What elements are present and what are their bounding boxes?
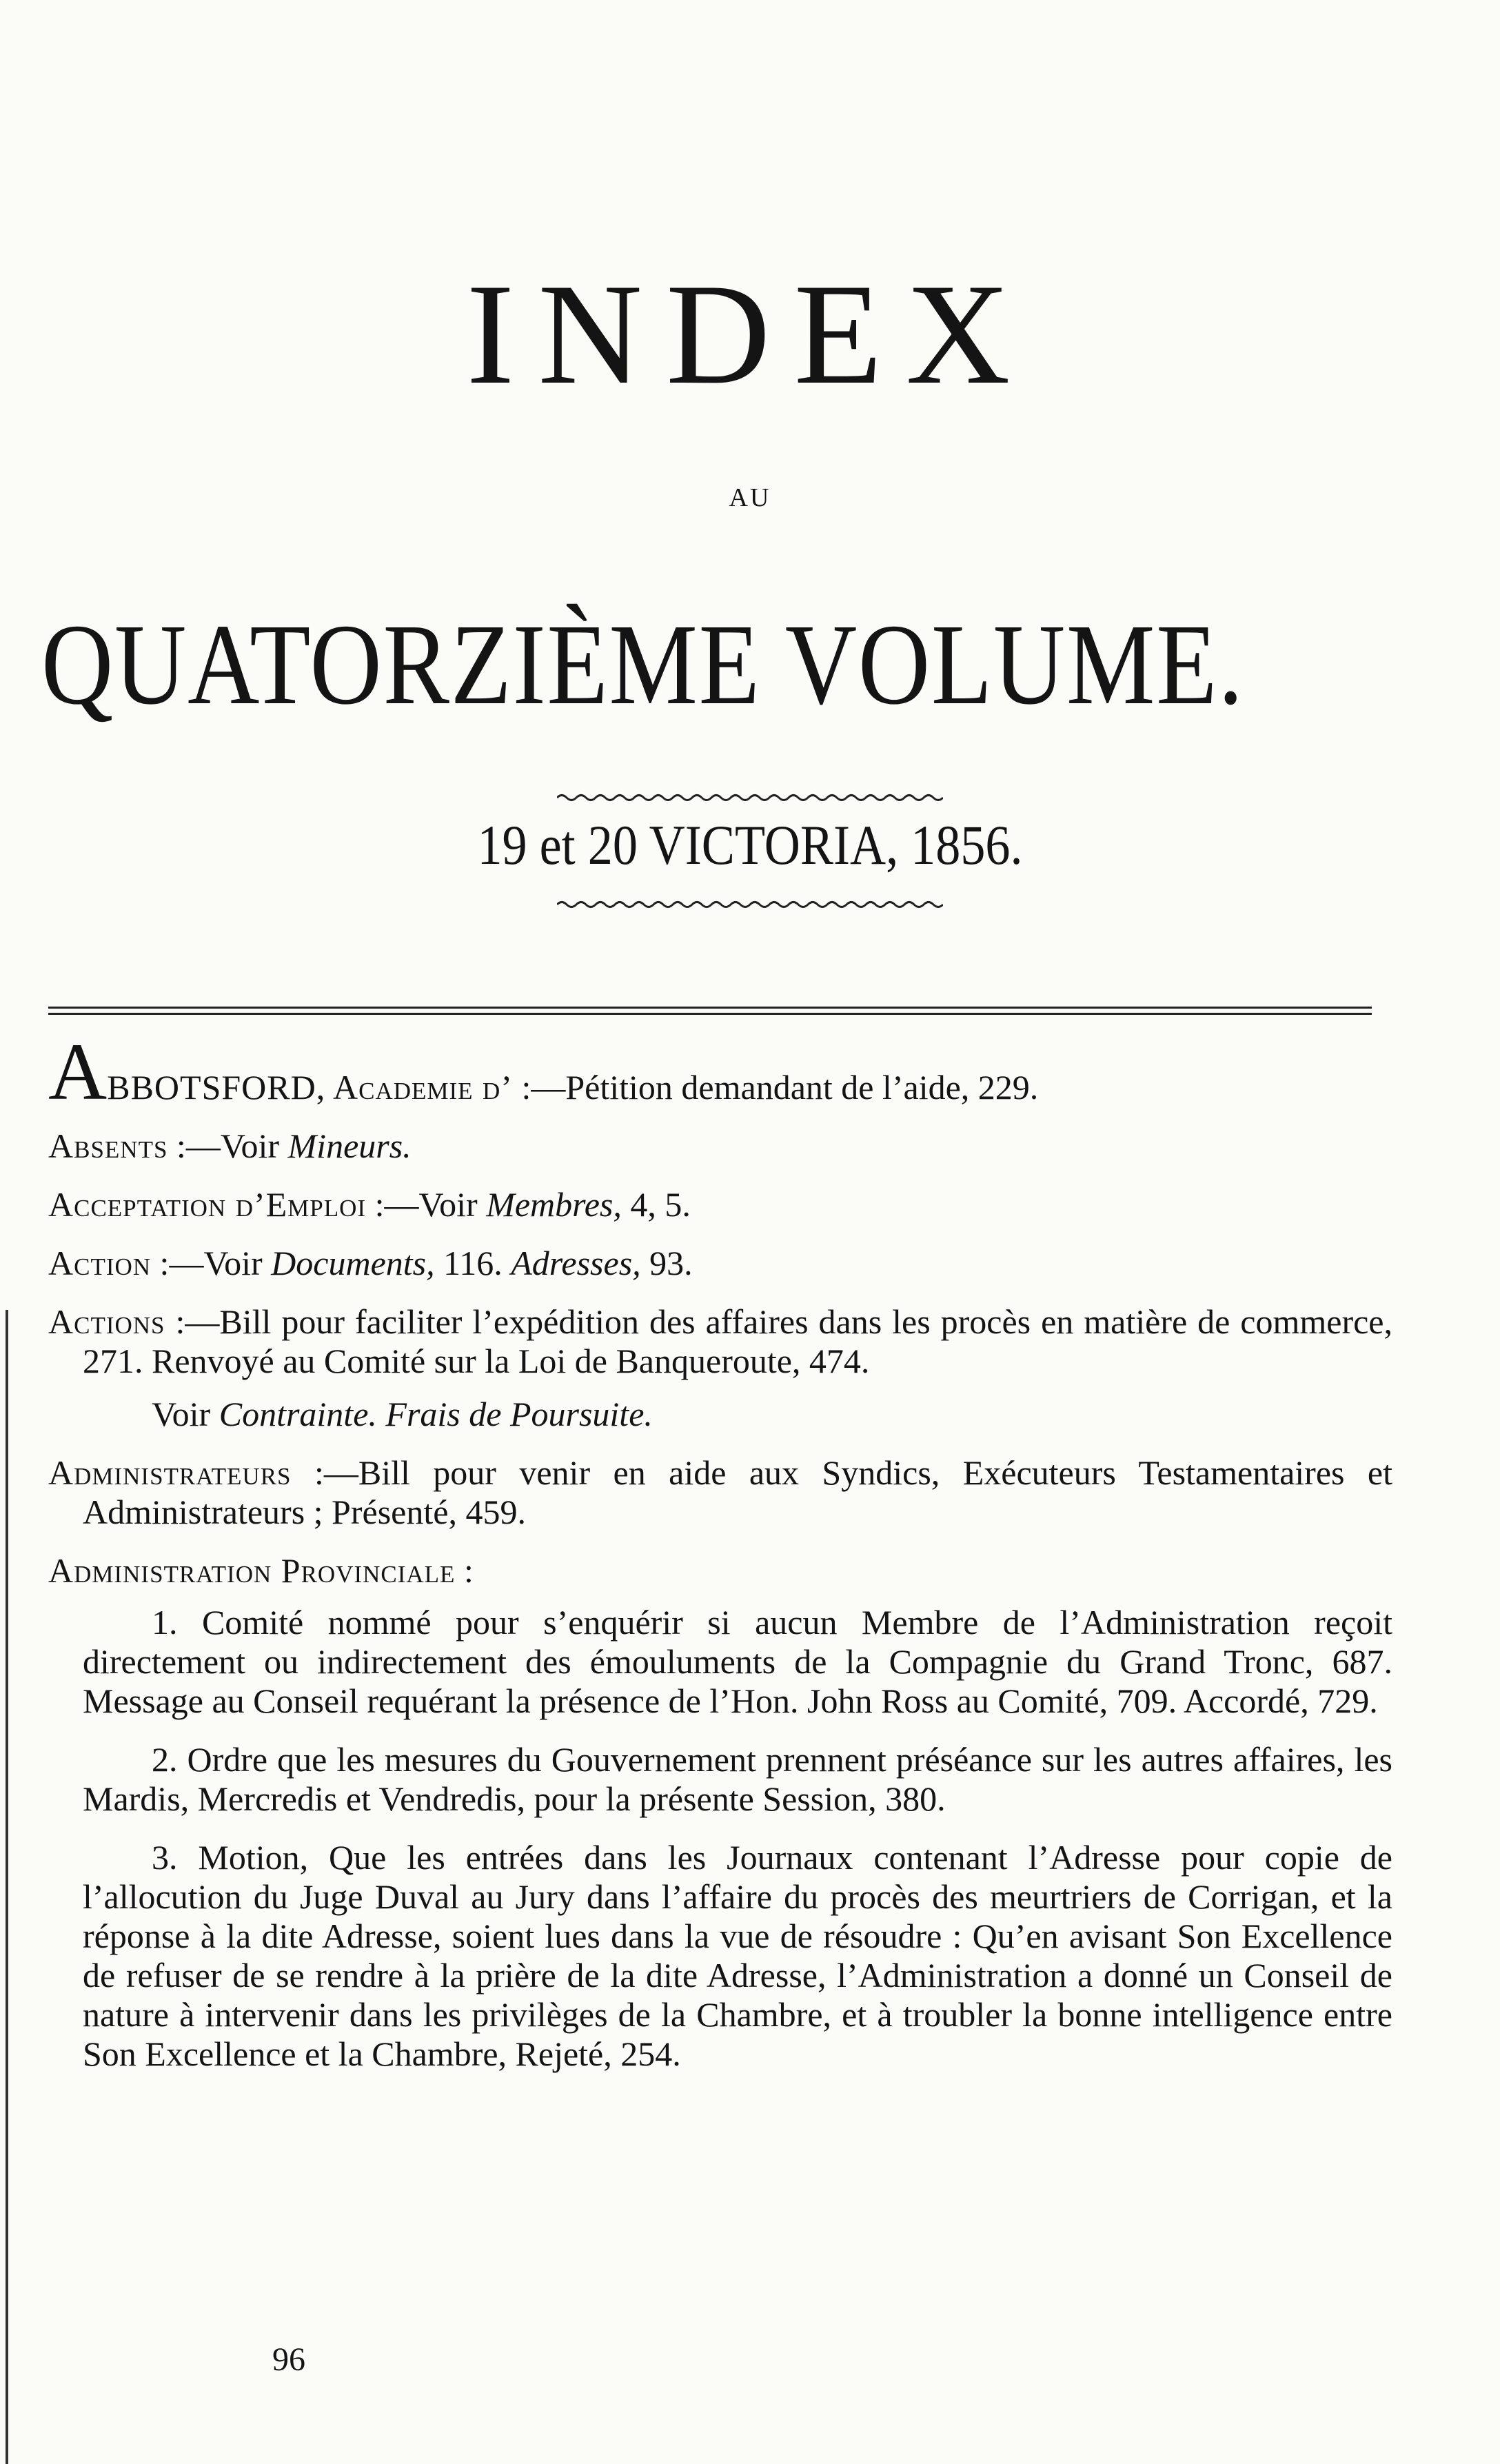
page-number: 96 xyxy=(272,2341,305,2378)
entry-text: :—Voir xyxy=(168,1127,288,1165)
left-margin-rule xyxy=(6,1310,8,2464)
section-double-rule xyxy=(48,1007,1372,1019)
entry-actions-see-also xyxy=(152,1395,1392,1434)
entry-heading: Absents xyxy=(48,1127,168,1165)
cross-reference: Mineurs. xyxy=(287,1127,412,1165)
page-title: INDEX xyxy=(466,254,1034,414)
wavy-rule-top xyxy=(0,793,1500,805)
entry-action xyxy=(48,1244,1392,1283)
see-also-label: Voir xyxy=(152,1395,219,1433)
entry-administration xyxy=(48,1551,1392,1591)
volume-title: QUATORZIÈME VOLUME. xyxy=(41,600,1244,729)
cross-reference: Contrainte. xyxy=(219,1395,377,1433)
entry-heading: Acceptation d’Emploi xyxy=(48,1185,367,1224)
entry-pages: 4, 5. xyxy=(621,1185,691,1224)
wavy-rule-bottom xyxy=(0,900,1500,912)
entry-heading: Action xyxy=(48,1244,152,1282)
entry-pages: 116. xyxy=(434,1244,511,1282)
entry-abbotsford xyxy=(48,1027,1392,1117)
cross-reference: Membres, xyxy=(486,1185,622,1224)
drop-cap: A xyxy=(48,1027,108,1117)
sub-entry: 3. Motion, Que les entrées dans les Journaux contenant l’Adresse pour copie de l’allocution du Juge Duval au Jury dans l’affaire du procès des meurtriers de Corrigan, et la réponse à la dite Adresse, soient lues dans la vue de résoudre : Qu’en avisant Son Excellence de refuser de se rendre à la prière de la dite Adresse, l’Administration a donné un Conseil de nature à intervenir dans les privilèges de la Chambre, et à troubler la bonne intelligence entre Son Excellence et la Chambre, Rejeté, 254. xyxy=(83,1838,1392,2073)
entry-administrateurs xyxy=(48,1453,1392,1532)
entry-actions xyxy=(48,1302,1392,1381)
entry-text: :—Voir xyxy=(366,1185,487,1224)
entry-text: : xyxy=(455,1551,474,1590)
sub-entry: 2. Ordre que les mesures du Gouvernement prennent préséance sur les autres affaires, les Mardis, Mercredis et Vendredis, pour la présente Session, 380. xyxy=(83,1740,1392,1818)
entry-pages: 93. xyxy=(640,1244,693,1282)
entry-text: :—Pétition demandant de l’aide, 229. xyxy=(512,1068,1039,1107)
entry-heading: Administration Provinciale xyxy=(48,1551,456,1590)
session-date: 19 et 20 VICTORIA, 1856. xyxy=(477,814,1023,876)
entry-heading: Actions xyxy=(48,1302,165,1341)
index-entries xyxy=(48,1027,1392,2093)
entry-heading: Administrateurs xyxy=(48,1453,292,1492)
entry-text: :—Bill pour venir en aide aux Syndics, Exécuteurs Testamentaires et Administrateurs ; Présenté, 459. xyxy=(83,1453,1392,1531)
sub-entry: 1. Comité nommé pour s’enquérir si aucun Membre de l’Administration reçoit directement ou indirectement des émouluments de la Compagnie du Grand Tronc, 687. Message au Conseil requérant la présence de l’Hon. John Ross au Comité, 709. Accordé, 729. xyxy=(83,1603,1392,1720)
cross-reference: Documents, xyxy=(271,1244,435,1282)
cross-reference: Frais de Poursuite. xyxy=(385,1395,653,1433)
entry-text: :—Voir xyxy=(151,1244,272,1282)
entry-text: :—Bill pour faciliter l’expédition des affaires dans les procès en matière de commerce, 271. Renvoyé au Comité sur la Loi de Banqueroute, 474. xyxy=(83,1302,1392,1380)
entry-heading: BBOTSFORD, Academie d’ xyxy=(107,1068,513,1107)
title-connector: AU xyxy=(729,483,771,512)
cross-reference: Adresses, xyxy=(511,1244,641,1282)
entry-absents xyxy=(48,1127,1392,1166)
entry-acceptation xyxy=(48,1185,1392,1224)
